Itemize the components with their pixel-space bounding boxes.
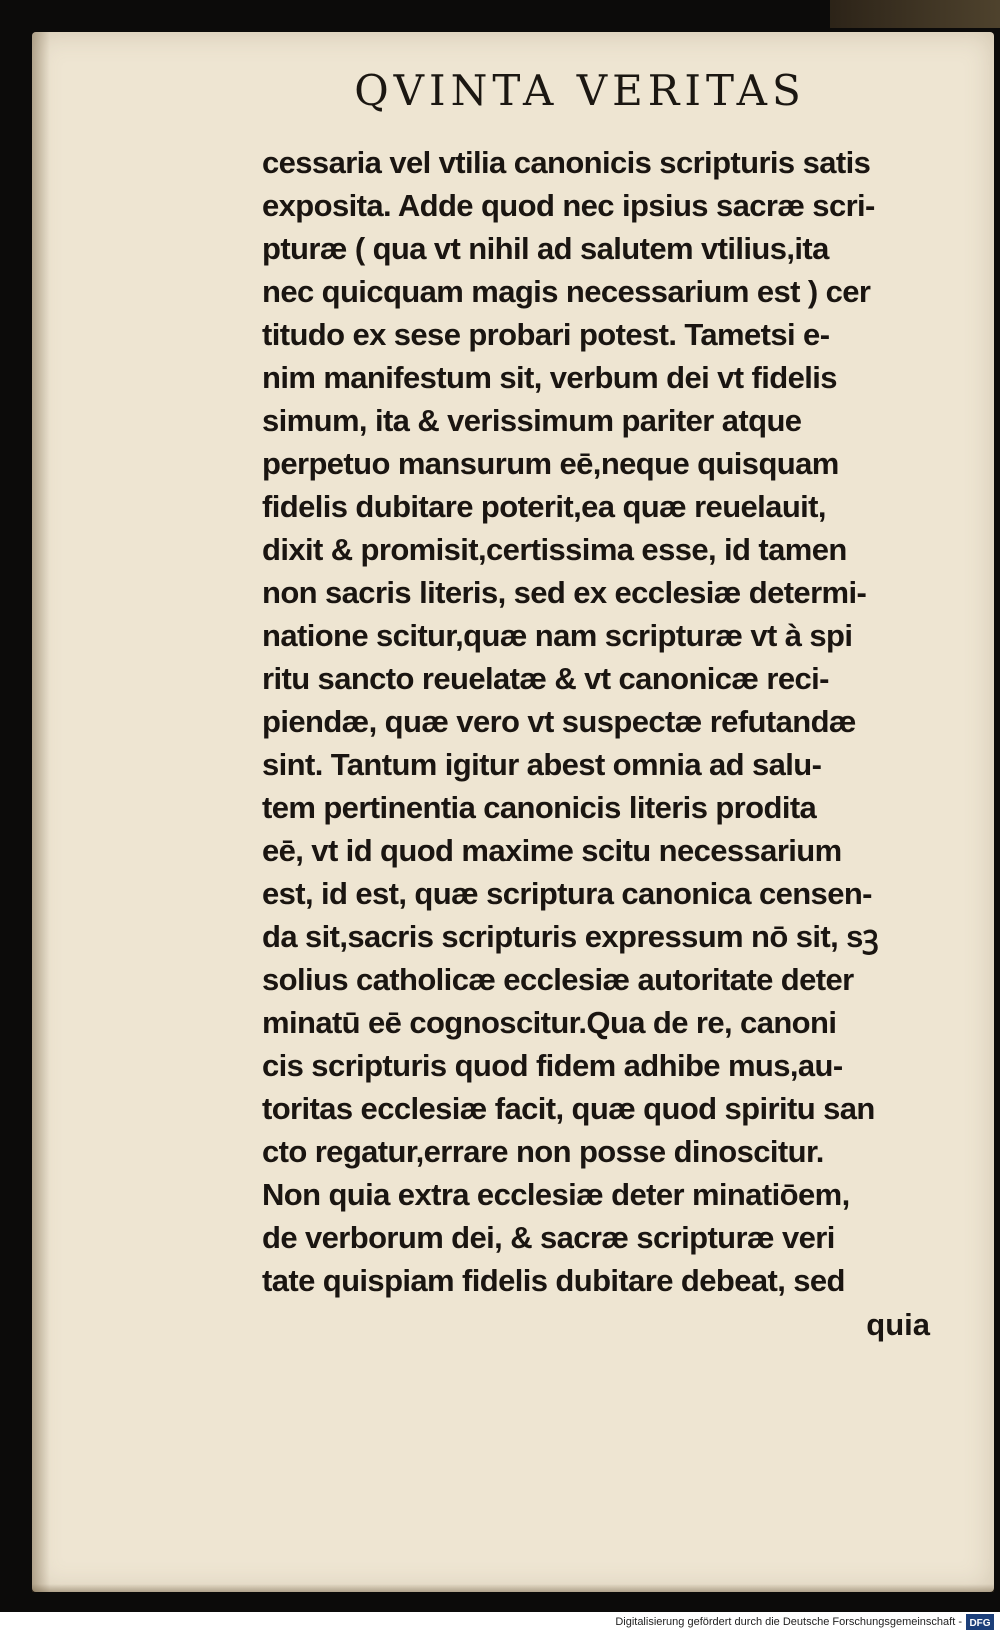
text-line: est, id est, quæ scriptura canonica censen- (262, 876, 872, 911)
text-line: cessaria vel vtilia canonicis scripturis satis (262, 145, 871, 180)
text-line: sint. Tantum igitur abest omnia ad salu- (262, 747, 822, 782)
footer-bar (0, 1612, 1000, 1633)
text-line: dixit & promisit,certissima esse, id tamen (262, 532, 847, 567)
text-line: pturæ ( qua vt nihil ad salutem vtilius,ita (262, 231, 829, 266)
page-bottom-edge (32, 1584, 994, 1592)
binding-edge (830, 0, 1000, 28)
dfg-logo-icon (966, 1614, 994, 1630)
text-line: titudo ex sese probari potest. Tametsi e- (262, 317, 830, 352)
footer-credit: Digitalisierung gefördert durch die Deutsche Forschungsgemeinschaft - (615, 1616, 962, 1628)
page-gutter-shadow (32, 32, 50, 1592)
text-line: da sit,sacris scripturis expressum nō sit, sꝫ (262, 919, 879, 954)
text-line: toritas ecclesiæ facit, quæ quod spiritu san (262, 1091, 875, 1126)
text-line: nim manifestum sit, verbum dei vt fidelis (262, 360, 837, 395)
text-line: minatū eē cognoscitur.Qua de re, canoni (262, 1005, 837, 1040)
text-line: cis scripturis quod fidem adhibe mus,au- (262, 1048, 843, 1083)
text-line: simum, ita & verissimum pariter atque (262, 403, 802, 438)
text-line: non sacris literis, sed ex ecclesiæ determi- (262, 575, 867, 610)
body-text (262, 141, 932, 1302)
text-line: solius catholicæ ecclesiæ autoritate deter (262, 962, 854, 997)
text-line: piendæ, quæ vero vt suspectæ refutandæ (262, 704, 856, 739)
text-line: tem pertinentia canonicis literis prodita (262, 790, 817, 825)
text-line: perpetuo mansurum eē,neque quisquam (262, 446, 839, 481)
running-heading: QVINTA VERITAS (354, 66, 806, 115)
catchword: quia (866, 1307, 930, 1342)
text-line: exposita. Adde quod nec ipsius sacræ scri- (262, 188, 875, 223)
text-line: eē, vt id quod maxime scitu necessarium (262, 833, 842, 868)
text-line: nec quicquam magis necessarium est ) cer (262, 274, 871, 309)
text-line: tate quispiam fidelis dubitare debeat, sed (262, 1263, 845, 1298)
text-line: ritu sancto reuelatæ & vt canonicæ reci- (262, 661, 829, 696)
text-line: cto regatur,errare non posse dinoscitur. (262, 1134, 824, 1169)
text-line: Non quia extra ecclesiæ deter minatiōem, (262, 1177, 850, 1212)
dfg-logo-text: DFG (969, 1618, 991, 1629)
text-line: fidelis dubitare poterit,ea quæ reuelauit, (262, 489, 826, 524)
text-line: de verborum dei, & sacræ scripturæ veri (262, 1220, 835, 1255)
text-line: natione scitur,quæ nam scripturæ vt à spi (262, 618, 853, 653)
